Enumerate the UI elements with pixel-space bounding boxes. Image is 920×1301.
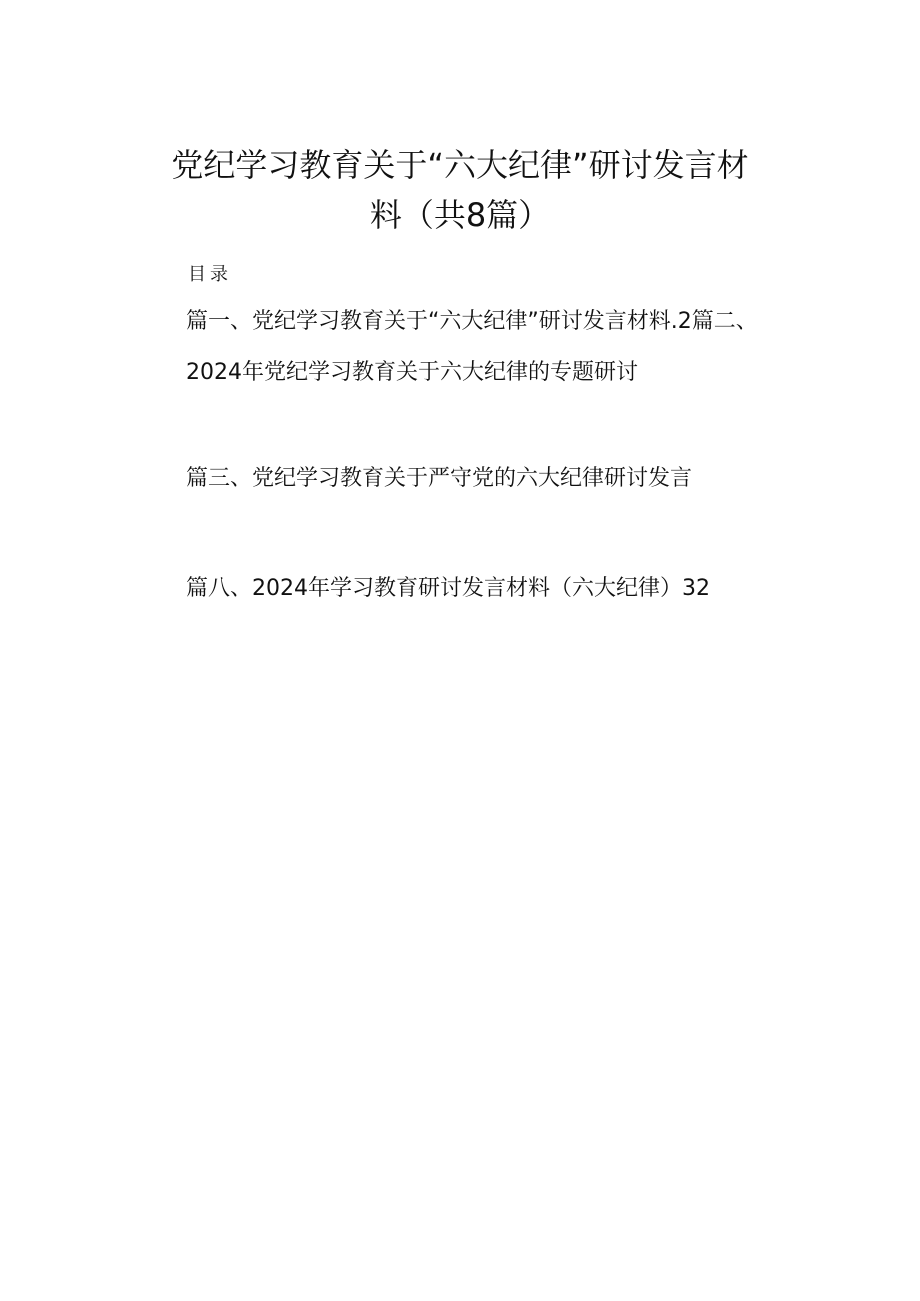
toc-entry-3[interactable]: 篇三、党纪学习教育关于严守党的六大纪律研讨发言 <box>186 466 693 491</box>
toc-heading: 目录 <box>188 264 232 285</box>
toc-entry-1[interactable]: 篇一、党纪学习教育关于“六大纪律”研讨发言材料.2篇二、 <box>186 309 758 334</box>
title-line-1: 党纪学习教育关于“六大纪律”研讨发言材 <box>171 146 749 184</box>
toc-entry-2[interactable]: 2024年党纪学习教育关于六大纪律的专题研讨 <box>186 360 638 385</box>
toc-entry-8[interactable]: 篇八、2024年学习教育研讨发言材料（六大纪律）32 <box>186 576 710 601</box>
title-line-2: 料（共8篇） <box>369 196 551 234</box>
document-title <box>140 140 780 240</box>
